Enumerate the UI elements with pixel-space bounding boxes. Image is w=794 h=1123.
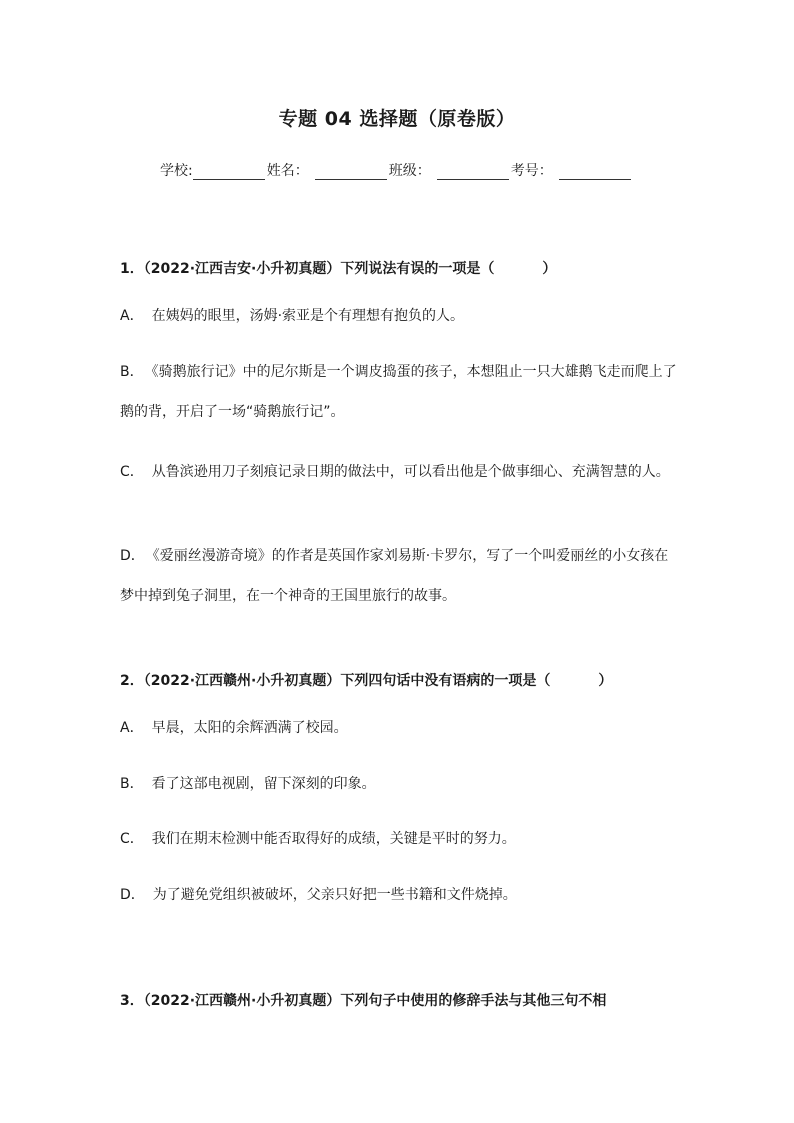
option-text: 为了避免党组织被破坏，父亲只好把一些书籍和文件烧掉。 (152, 887, 517, 903)
option-letter: B． (120, 364, 144, 380)
class-label: 班级： (388, 163, 431, 179)
question-source: （2022·江西吉安·小升初真题） (143, 261, 341, 277)
question-3-heading (120, 990, 606, 1010)
option-letter: C． (120, 831, 144, 847)
question-2-heading (120, 670, 612, 690)
question-2-option-d (120, 875, 680, 915)
option-text: 《爱丽丝漫游奇境》的作者是英国作家刘易斯·卡罗尔，写了一个叫爱丽丝的小女孩在梦中掉到兔子洞里，在一个神奇的王国里旅行的故事。 (120, 548, 669, 604)
question-1-heading (120, 258, 556, 278)
option-text: 我们在期末检测中能否取得好的成绩，关键是平时的努力。 (151, 831, 516, 847)
option-text: 早晨，太阳的余辉洒满了校园。 (151, 720, 348, 736)
question-2-option-c (120, 819, 680, 859)
question-2-option-b (120, 764, 680, 804)
option-text: 《骑鹅旅行记》中的尼尔斯是一个调皮捣蛋的孩子，本想阻止一只大雄鹅飞走而爬上了鹅的背，开启了一场“骑鹅旅行记”。 (120, 364, 677, 420)
exam-number-label: 考号： (510, 163, 553, 179)
option-text: 从鲁滨逊用刀子刻痕记录日期的做法中，可以看出他是个做事细心、充满智慧的人。 (151, 464, 670, 480)
option-letter: B． (120, 776, 144, 792)
question-number: 2． (120, 673, 144, 689)
class-blank[interactable] (437, 163, 509, 180)
question-number: 3． (120, 993, 144, 1009)
question-stem: 下列说法有误的一项是（ (340, 261, 495, 277)
school-blank[interactable] (193, 163, 265, 180)
document-title: 专题 04 选择题（原卷版） (278, 108, 516, 130)
question-2-option-a (120, 708, 680, 748)
question-stem: 下列句子中使用的修辞手法与其他三句不相 (340, 993, 607, 1009)
school-label: 学校: (160, 163, 193, 179)
name-blank[interactable] (315, 163, 387, 180)
question-1-option-b (120, 352, 680, 432)
option-letter: A． (120, 308, 144, 324)
name-label: 姓名： (266, 163, 309, 179)
option-letter: D． (120, 887, 145, 903)
option-letter: D． (120, 548, 145, 564)
question-1-option-c (120, 452, 680, 492)
option-letter: C． (120, 464, 144, 480)
question-source: （2022·江西赣州·小升初真题） (143, 993, 341, 1009)
question-1-option-a (120, 296, 680, 336)
close-paren: ） (598, 673, 613, 689)
exam-number-blank[interactable] (559, 163, 631, 180)
option-text: 在姨妈的眼里，汤姆·索亚是个有理想有抱负的人。 (151, 308, 465, 324)
question-number: 1． (120, 261, 144, 277)
close-paren: ） (542, 261, 557, 277)
option-letter: A． (120, 720, 144, 736)
question-source: （2022·江西赣州·小升初真题） (143, 673, 341, 689)
question-1-option-d (120, 536, 680, 616)
option-text: 看了这部电视剧，留下深刻的印象。 (151, 776, 376, 792)
question-stem: 下列四句话中没有语病的一项是（ (340, 673, 551, 689)
student-info-line (160, 160, 633, 180)
